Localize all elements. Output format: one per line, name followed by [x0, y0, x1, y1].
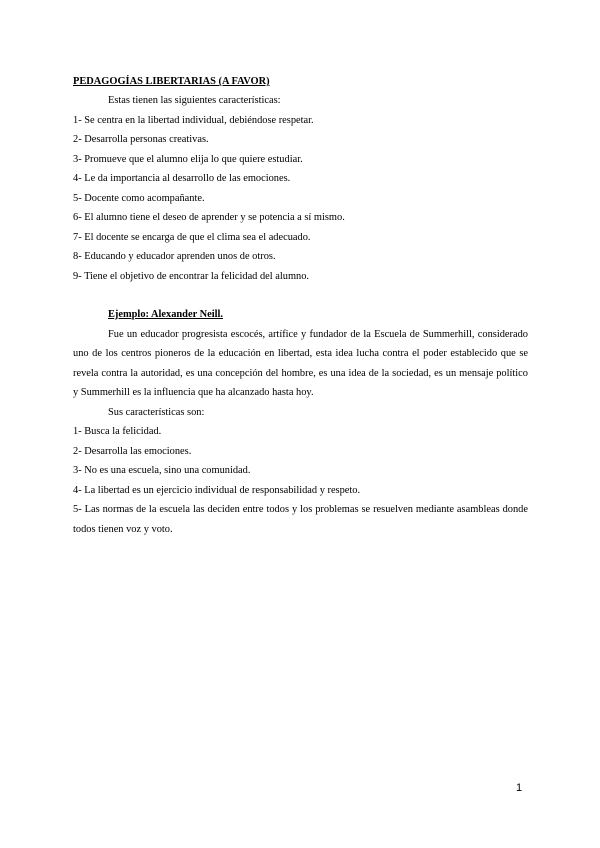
list-item: 1- Busca la felicidad. [73, 426, 162, 437]
list-item: 3- Promueve que el alumno elija lo que quiere estudiar. [73, 153, 303, 165]
example-paragraph: Fue un educador progresista escocés, artífice y fundador de la Escuela de Summerhill, considerado uno de los centros pioneros de la educación en libertad, esta idea lucha contra el poder establecido que se revela contra la autoridad, es una concepción del hombre, es una idea de la sociedad, es un mensaje político y Summerhill es la influencia que ha alcanzado hasta hoy. [73, 328, 528, 398]
list-item: 3- No es una escuela, sino una comunidad. [73, 465, 251, 476]
list-item: 6- El alumno tiene el deseo de aprender y se potencia a sí mismo. [73, 212, 345, 223]
list-item: 2- Desarrolla personas creativas. [73, 134, 209, 145]
section-intro: Estas tienen las siguientes características: [108, 95, 281, 106]
list-item: 2- Desarrolla las emociones. [73, 445, 192, 457]
list-item: 1- Se centra en la libertad individual, debiéndose respetar. [73, 114, 314, 126]
list-item: 5- Las normas de la escuela las deciden entre todos y los problemas se resuelven mediante asambleas donde todos tienen voz y voto. [73, 504, 528, 535]
document-body [73, 72, 528, 539]
blank-line [73, 286, 528, 305]
list-item: 9- Tiene el objetivo de encontrar la felicidad del alumno. [73, 270, 310, 282]
section-title: PEDAGOGÍAS LIBERTARIAS (A FAVOR) [73, 76, 270, 87]
example-title: Ejemplo: Alexander Neill. [108, 309, 223, 320]
list-item: 4- La libertad es un ejercicio individual de responsabilidad y respeto. [73, 484, 361, 496]
list-item: 4- Le da importancia al desarrollo de las emociones. [73, 173, 291, 184]
example-intro: Sus características son: [108, 406, 205, 418]
list-item: 5- Docente como acompañante. [73, 192, 205, 204]
page-number: 1 [516, 782, 523, 794]
list-item: 8- Educando y educador aprenden unos de otros. [73, 251, 276, 262]
list-item: 7- El docente se encarga de que el clima sea el adecuado. [73, 231, 311, 243]
